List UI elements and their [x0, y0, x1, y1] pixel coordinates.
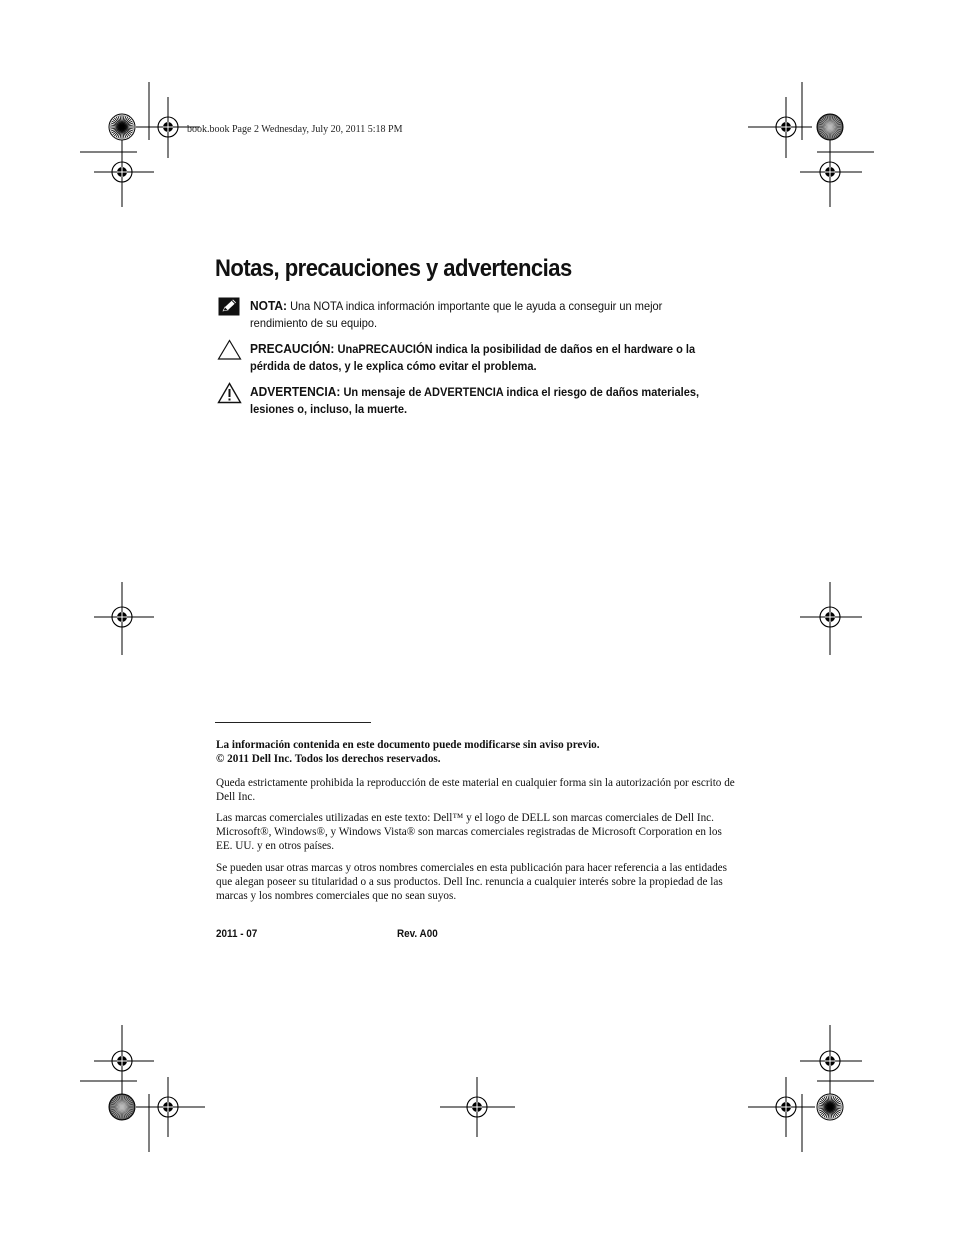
caution-body: UnaPRECAUCIÓN indica la posibilidad de daños en el hardware o la pérdida de datos, y le explica cómo evitar el problema. [250, 342, 696, 373]
trademarks-paragraph: Las marcas comerciales utilizadas en este texto: Dell™ y el logo de DELL son marcas comerciales de Dell Inc. Microsoft®, Windows®, y Windows Vista® son marcas comerciales registradas de Microsoft Corporation en los EE. UU. y en otros países. [216, 812, 722, 852]
warning-label: ADVERTENCIA: [250, 384, 341, 399]
page-title: Notas, precauciones y advertencias [215, 255, 572, 282]
note-body: Una NOTA indica información importante que le ayuda a conseguir un mejor rendimiento de su equipo. [250, 299, 663, 330]
warning-body: Un mensaje de ADVERTENCIA indica el riesgo de daños materiales, lesiones o, incluso, la muerte. [250, 385, 700, 416]
caution-label: PRECAUCIÓN: [250, 341, 335, 356]
other-marks-paragraph: Se pueden usar otras marcas y otros nombres comerciales en esta publicación para hacer referencia a las entidades que alegan poseer su titularidad o a sus productos. Dell Inc. renuncia a cualquier interés sobre la propiedad de las marcas y los nombres comerciales que no sean suyos. [216, 862, 727, 902]
copyright-line: © 2011 Dell Inc. Todos los derechos reservados. [216, 753, 441, 765]
footer-revision: Rev. A00 [397, 928, 438, 940]
warning-triangle-icon [217, 382, 242, 404]
warning-notice [250, 383, 710, 418]
note-notice [250, 297, 710, 332]
note-label: NOTA: [250, 298, 287, 313]
caution-notice [250, 340, 710, 375]
footnote-divider [215, 722, 371, 723]
print-info-header: book.book Page 2 Wednesday, July 20, 2011 5:18 PM [187, 124, 403, 135]
footer-date: 2011 - 07 [216, 928, 258, 940]
info-notice-line: La información contenida en este documento puede modificarse sin aviso previo. [216, 739, 600, 751]
reproduction-paragraph: Queda estrictamente prohibida la reproducción de este material en cualquier forma sin la autorización por escrito de Dell Inc. [216, 777, 735, 803]
pencil-note-icon [218, 297, 240, 316]
caution-triangle-icon [217, 339, 242, 360]
